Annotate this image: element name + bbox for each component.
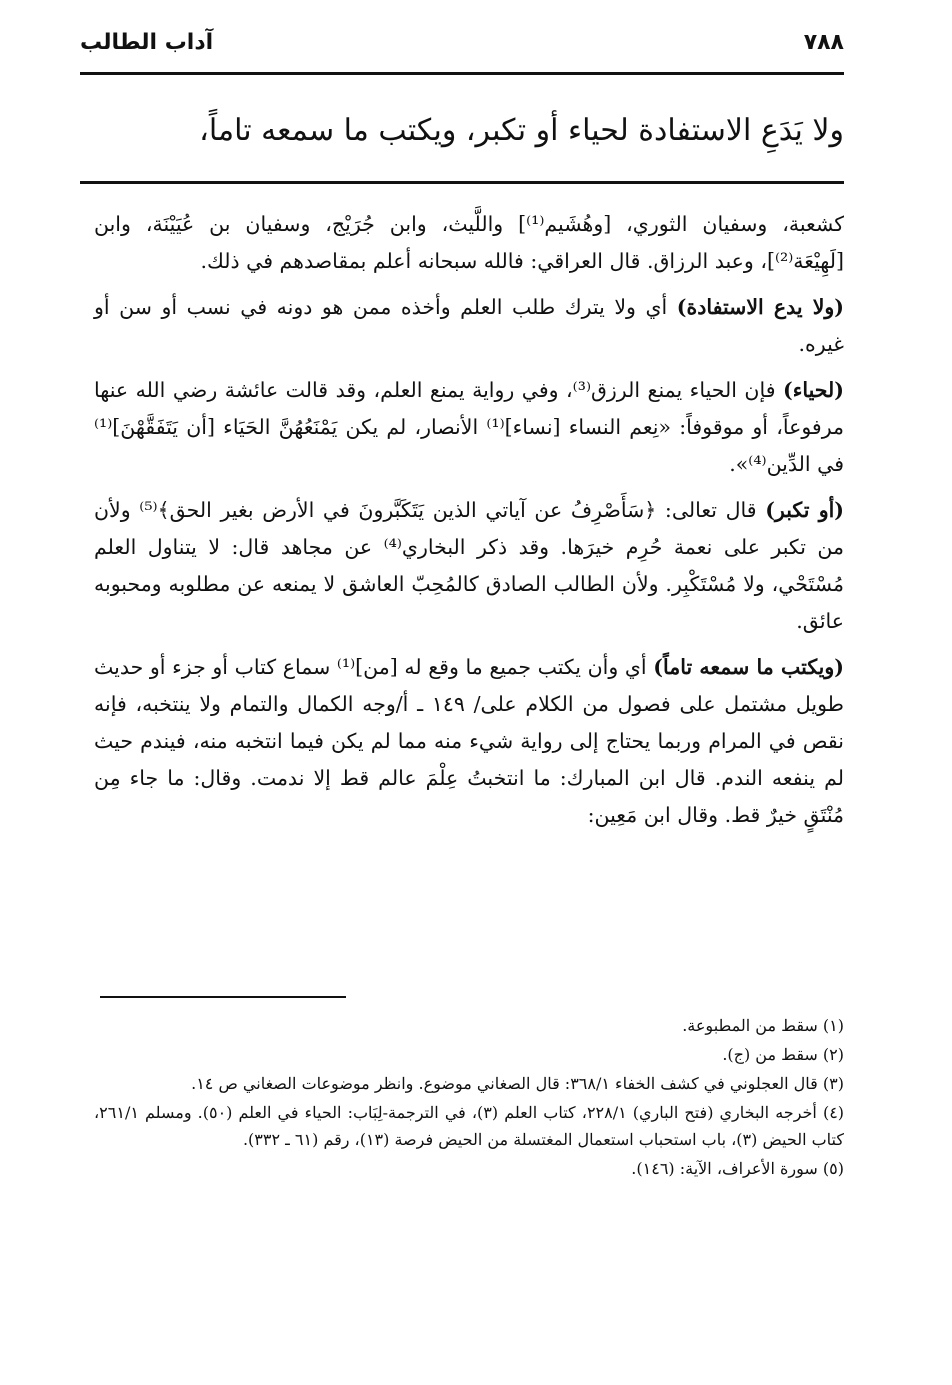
- footnote: (١) سقط من المطبوعة.: [682, 1016, 844, 1035]
- paragraph-lead: (ويكتب ما سمعه تاماً): [653, 655, 844, 679]
- paragraph-text: كشعبة، وسفيان الثوري، [وهُشَيم⁽¹⁾] واللَّيث، وابن جُرَيْج، وسفيان بن عُيَيْنَة، وابن [لَهِيْعَة⁽²⁾]، وعبد الرزاق. قال العراقي: فالله سبحانه أعلم بمقاصدهم في ذلك.: [94, 212, 844, 273]
- paragraph-lead: (لحياء): [783, 378, 844, 402]
- matn-text: ولا يَدَعِ الاستفادة لحياء أو تكبر، ويكتب ما سمعه تاماً،: [199, 113, 844, 148]
- running-title: آداب الطالب: [80, 30, 214, 55]
- paragraph-text: أي ولا يترك طلب العلم وأخذه ممن هو دونه في نسب أو سن أو غيره.: [94, 295, 844, 356]
- page-header: [80, 30, 844, 70]
- commentary-paragraph: [94, 649, 844, 834]
- paragraph-lead: (ولا يدع الاستفادة): [676, 295, 845, 319]
- commentary-paragraph: [94, 206, 844, 280]
- footnote: (٤) أخرجه البخاري (فتح الباري) ٢٢٨/١، كتاب العلم (٣)، في الترجمة-لِبَاب: الحياء في العلم (٥٠). ومسلم ٢٦١/١، كتاب الحيض (٣)، باب استحباب استعمال المغتسلة من الحيض فرصة (١٣)، رقم (٦١ ـ ٣٣٢).: [94, 1103, 845, 1149]
- commentary-paragraph: [94, 492, 844, 640]
- matn-rule: [80, 181, 844, 184]
- paragraph-text: قال تعالى: ﴿سَأَصْرِفُ عن آياتي الذين يَتَكَبَّرونَ في الأرض بغير الحق﴾⁽⁵⁾ ولأن من تكبر على نعمة حُرِم خيرَها. وقد ذكر البخاري⁽⁴⁾ عن مجاهد قال: لا يتناول العلم مُسْتَحْي، ولا مُسْتَكْبِر. ولأن الطالب الصادق كالمُحِبّ العاشق لا يمنعه عن مطلوبه ومحبوبه عائق.: [94, 498, 844, 633]
- header-rule: [80, 72, 844, 75]
- footnote: (٣) قال العجلوني في كشف الخفاء ٣٦٨/١: قال الصغاني موضوع. وانظر موضوعات الصغاني ص ١٤.: [191, 1074, 844, 1093]
- footnote: (٢) سقط من (ج).: [722, 1045, 844, 1064]
- footnotes: [94, 1012, 844, 1184]
- paragraph-lead: (أو تكبر): [765, 498, 844, 522]
- footnote: (٥) سورة الأعراف، الآية: (١٤٦).: [631, 1159, 844, 1178]
- commentary-body: [94, 206, 844, 843]
- commentary-paragraph: [94, 289, 844, 363]
- paragraph-text: أي وأن يكتب جميع ما وقع له [من]⁽¹⁾ سماع كتاب أو جزء أو حديث طويل مشتمل على فصول من الكلام على/ ١٤٩ ـ أ/وجه الكمال والتمام ولا ينتخبه، فإنه نقص في المرام وربما يحتاج إلى رواية شيء منه مما لم يكن فيما انتخبه منه، فيندم حيث لم ينفعه الندم. قال ابن المبارك: ما انتخبتُ عِلْمَ عالم قط إلا ندمت. وقال: ما جاء مِن مُنْتَقٍ خيرٌ قط. وقال ابن مَعِين:: [94, 655, 844, 827]
- paragraph-text: فإن الحياء يمنع الرزق⁽³⁾، وفي رواية يمنع العلم، وقد قالت عائشة رضي الله عنها مرفوعاً، أو موقوفاً: «نِعم النساء [نساء]⁽¹⁾ الأنصار، لم يكن يَمْنَعُهُنَّ الحَيَاء [أن يَتَفَقَّهْنَ]⁽¹⁾ في الدِّين⁽⁴⁾».: [94, 378, 845, 476]
- commentary-paragraph: [94, 372, 844, 483]
- page-number: ٧٨٨: [803, 30, 844, 55]
- footnote-rule: [100, 996, 346, 998]
